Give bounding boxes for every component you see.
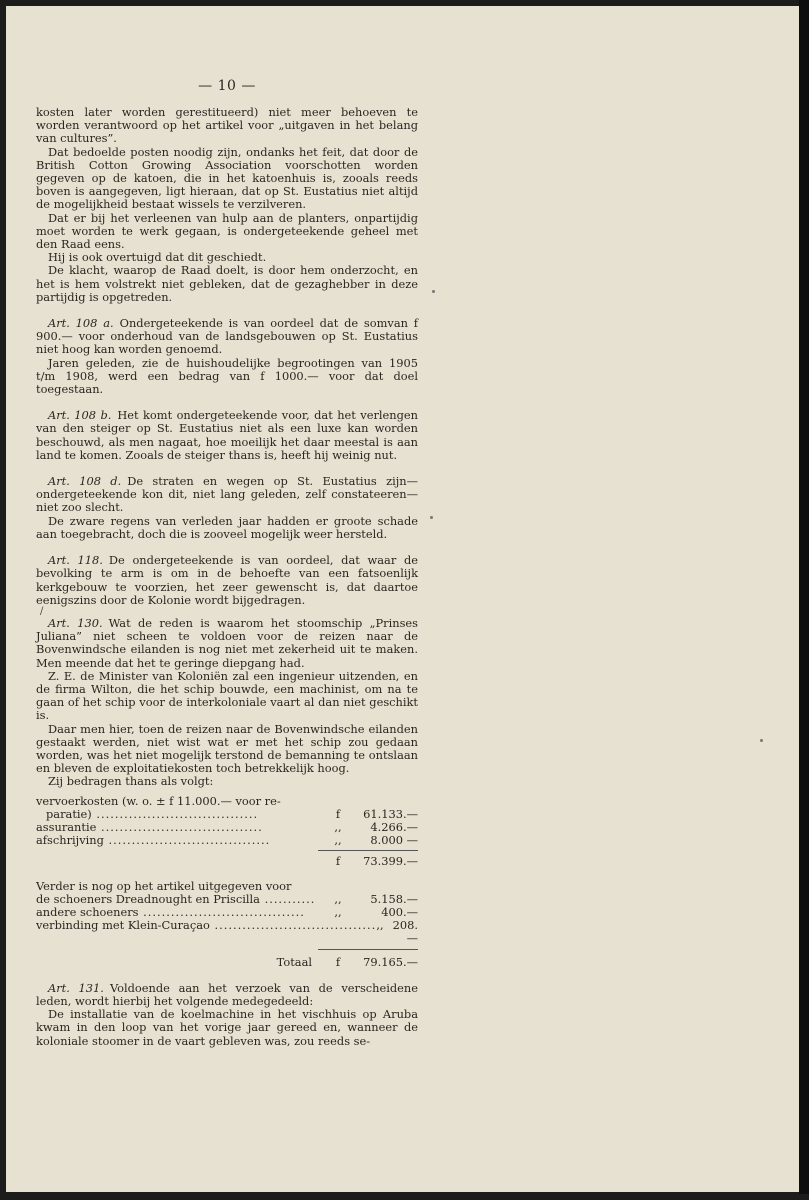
paragraph: Hij is ook overtuigd dat dit geschiedt.	[48, 250, 267, 265]
pencil-tick-mark: /	[40, 605, 44, 617]
article-text: Wat de reden is waarom het stoomschip „Prinses Juliana” niet scheen te voldoen voor de reizen naar de Bovenwindsche eilanden is nog niet met zekerheid uit te maken. Men meende dat het te geringe diepgang had.	[36, 615, 419, 670]
ledger-label: assurantie	[36, 819, 97, 834]
ledger-currency: ,,	[376, 918, 384, 933]
ledger-label: paratie)	[46, 806, 92, 821]
article-paragraph	[36, 475, 418, 515]
ledger-label: andere schoeners	[36, 904, 139, 919]
ledger-currency: ,,	[334, 891, 342, 906]
article-paragraph	[36, 554, 418, 607]
ledger-amount: 79.165.—	[363, 954, 418, 969]
paragraph: Dat er bij het verleenen van hulp aan de planters, onpartijdig moet worden te werk gegaan, is ondergeteekende geheel met den Raad eens.	[36, 210, 418, 252]
ledger-currency: f	[335, 854, 341, 869]
leader-dots: ...................................	[209, 918, 377, 933]
ledger-subtotal	[36, 855, 418, 868]
sum-rule	[318, 949, 418, 950]
article-label: Art. 131.	[48, 980, 104, 995]
ledger-row	[36, 919, 418, 945]
page-number: — 10 —	[198, 78, 256, 94]
article-text: Voldoende aan het verzoek van de verscheidene leden, wordt hierbij het volgende medegedeeld:	[36, 980, 418, 1008]
paragraph: Daar men hier, toen de reizen naar de Bovenwindsche eilanden gestaakt werden, niet wist wat er met het schip zou gedaan worden, was het niet mogelijk terstond de bemanning te ontslaan en bleven de exploitatiekosten toch betrekkelijk hoog.	[36, 721, 418, 776]
article-label: Art. 108 d.	[48, 474, 122, 489]
leader-dots: ...................................	[138, 904, 305, 919]
document-page	[6, 6, 799, 1192]
sum-rule	[318, 850, 418, 851]
article-label: Art. 108 b.	[48, 408, 112, 423]
speck-mark	[432, 290, 435, 293]
paragraph: Jaren geleden, zie de huishoudelijke begrootingen van 1905 t/m 1908, werd een bedrag van f 1000.— voor dat doel toegestaan.	[36, 355, 418, 397]
paragraph: De installatie van de koelmachine in het vischhuis op Aruba kwam in den loop van het vorige jaar gereed en, wanneer de koloniale stoomer in de vaart gebleven was, zou reeds se-	[36, 1007, 418, 1048]
leader-dots: ...................................	[91, 806, 259, 821]
article-paragraph	[36, 317, 418, 357]
speck-mark	[430, 516, 433, 519]
article-label: Art. 118.	[48, 553, 103, 568]
paragraph: Dat bedoelde posten noodig zijn, ondanks het feit, dat door de British Cotton Growing Association voorschotten worden gegeven op de katoen, die in het katoenhuis is, zooals reeds boven is aangegeven, ligt hieraan, dat op St. Eustatius niet altijd de mogelijkheid bestaat wissels te verzilveren.	[36, 144, 418, 212]
ledger-label: verbinding met Klein-Curaçao	[36, 918, 210, 933]
ledger-currency: ,,	[334, 819, 342, 834]
ledger-amount: 4.266.—	[370, 819, 418, 834]
paragraph: De zware regens van verleden jaar hadden er groote schade aan toegebracht, doch die is zooveel mogelijk weer hersteld.	[36, 513, 418, 541]
scan-border	[799, 0, 809, 1194]
speck-mark	[760, 739, 763, 742]
article-paragraph	[36, 617, 418, 670]
paragraph: kosten later worden gerestitueerd) niet meer behoeven te worden verantwoord op het artikel voor „uitgaven in het belang van cultures”.	[36, 105, 418, 146]
ledger-line: Verder is nog op het artikel uitgegeven voor	[36, 878, 292, 893]
ledger-line: vervoerkosten (w. o. ± f 11.000.— voor re-	[36, 793, 281, 808]
leader-dots: ...................................	[96, 819, 263, 834]
ledger-currency: ,,	[334, 833, 342, 848]
paragraph: Z. E. de Minister van Koloniën zal een ingenieur uitzenden, en de firma Wilton, die het schip bouwde, een machinist, om na te gaan of het schip voor de interkoloniale vaart al dan niet geschikt is.	[36, 668, 418, 723]
article-label: Art. 130.	[48, 615, 103, 630]
article-text: De ondergeteekende is van oordeel, dat waar de bevolking te arm is om in de behoefte van een fatsoenlijk kerkgebouw te voorzien, het zeer gewenscht is, dat daartoe eenigszins door de Kolonie wordt bijgedragen.	[36, 553, 418, 607]
ledger-total-label: Totaal	[276, 954, 312, 969]
article-text: De straten en wegen op St. Eustatius zijn— ondergeteekende kon dit, niet lang geleden, zelf constateeren— niet zoo slecht.	[36, 474, 418, 515]
ledger-amount: 400.—	[381, 904, 418, 919]
ledger-label: afschrijving	[36, 833, 104, 848]
ledger-amount: 208.—	[392, 918, 418, 946]
text-column	[36, 78, 418, 1048]
ledger-label: de schoeners Dreadnought en Priscilla	[36, 891, 260, 906]
leader-dots: ...........	[259, 891, 316, 906]
article-text: Het komt ondergeteekende voor, dat het verlengen van den steiger op St. Eustatius niet als een luxe kan worden beschouwd, als men nagaat, hoe moeilijk het daar meestal is aan land te komen. Zooals de steiger thans is, heeft hij weinig nut.	[36, 408, 418, 462]
ledger-amount: 73.399.—	[363, 854, 418, 869]
paragraph: De klacht, waarop de Raad doelt, is door hem onderzocht, en het is hem volstrekt niet gebleken, dat de gezaghebber in deze partijdig is opgetreden.	[36, 263, 418, 304]
ledger-currency: f	[335, 954, 341, 969]
ledger-currency: ,,	[334, 904, 342, 919]
article-paragraph	[36, 409, 418, 462]
article-text: Ondergeteekende is van oordeel dat de somvan f 900.— voor onderhoud van de landsgebouwen op St. Eustatius niet hoog kan worden genoemd.	[36, 316, 419, 357]
ledger-total	[36, 956, 418, 969]
ledger-row	[36, 834, 418, 847]
leader-dots: ...................................	[103, 833, 271, 848]
article-label: Art. 108 a.	[48, 316, 114, 331]
article-paragraph	[36, 982, 418, 1008]
ledger-amount: 61.133.—	[363, 806, 418, 821]
ledger-amount: 5.158.—	[370, 891, 418, 906]
ledger-currency: f	[335, 806, 341, 821]
paragraph: Zij bedragen thans als volgt:	[48, 774, 214, 789]
ledger-amount: 8.000 —	[370, 833, 418, 848]
cost-ledger	[36, 795, 418, 969]
